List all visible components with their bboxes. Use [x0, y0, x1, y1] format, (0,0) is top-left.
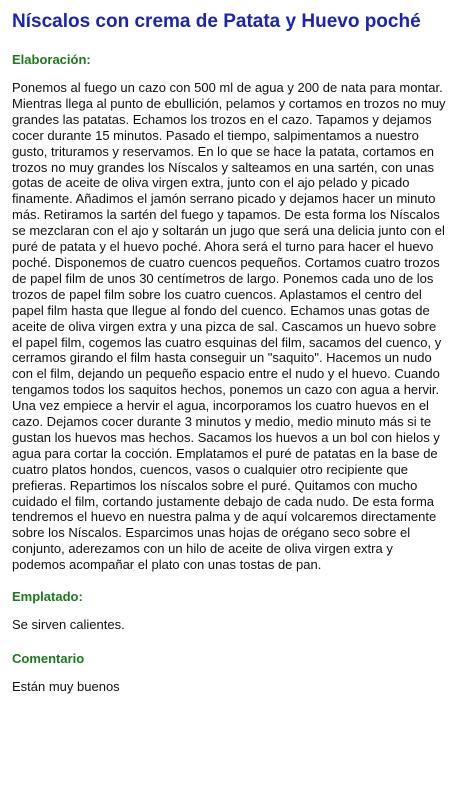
comentario-text: Están muy buenos	[12, 679, 120, 694]
section-heading-elaboracion: Elaboración:	[12, 52, 91, 67]
recipe-title: Níscalos con crema de Patata y Huevo poché	[12, 11, 421, 32]
elaboracion-text: Ponemos al fuego un cazo con 500 ml de agua y 200 de nata para montar. Mientras llega al punto de ebullición, pelamos y cortamos en trozos no muy grandes las patatas. Echamos los trozos en el cazo. Tapamos y dejamos cocer durante 15 minutos. Pasado el tiempo, salpimentamos a nuestro gusto, trituramos y reservamos. En lo que se hace la patata, cortamos en trozos no muy grandes los Níscalos y salteamos en una sartén, con unas gotas de aceite de oliva virgen extra, junto con el ajo pelado y picado finamente. Añadimos el jamón serrano picado y dejamos hacer un minuto más. Retiramos la sartén del fuego y tapamos. De esta forma los Níscalos se mezclaran con el ajo y soltarán un jugo que será una delicia junto con el puré de patata y el huevo poché. Ahora será el turno para hacer el huevo poché. Disponemos de cuatro cuencos pequeños. Cortamos cuatro trozos de papel film de unos 30 centímetros de largo. Ponemos cada uno de los trozos de papel film sobre los cuatro cuencos. Aplastamos el centro del papel film hasta que llegue al fondo del cuenco. Echamos unas gotas de aceite de oliva virgen extra y una pizca de sal. Cascamos un huevo sobre el papel film, cogemos las cuatro esquinas del film, sacamos del cuenco, y cerramos girando el film hasta conseguir un "saquito". Hacemos un nudo con el film, dejando un pequeño espacio entre el nudo y el huevo. Cuando tengamos todos los saquitos hechos, ponemos un cazo con agua a hervir. Una vez empiece a hervir el agua, incorporamos los cuatro huevos en el cazo. Dejamos cocer durante 3 minutos y medio, medio minuto más si te gustan los huevos mas hechos. Sacamos los huevos a un bol con hielos y agua para cortar la cocción. Emplatamos el puré de patatas en la base de cuatro platos hondos, cuencos, vasos o cualquier otro recipiente que prefieras. Repartimos los níscalos sobre el puré. Quitamos con mucho cuidado el film, cortando justamente debajo de cada nudo. De esta forma tendremos el huevo en nuestra palma y de aquí volcaremos directamente sobre los Níscalos. Esparcimos unas hojas de orégano seco sobre el conjunto, aderezamos con un hilo de aceite de oliva virgen extra y podemos acompañar el plato con unas tostas de pan.	[12, 80, 446, 573]
section-heading-emplatado: Emplatado:	[12, 589, 83, 605]
section-heading-comentario: Comentario	[12, 651, 85, 666]
emplatado-text: Se sirven calientes.	[12, 617, 125, 633]
